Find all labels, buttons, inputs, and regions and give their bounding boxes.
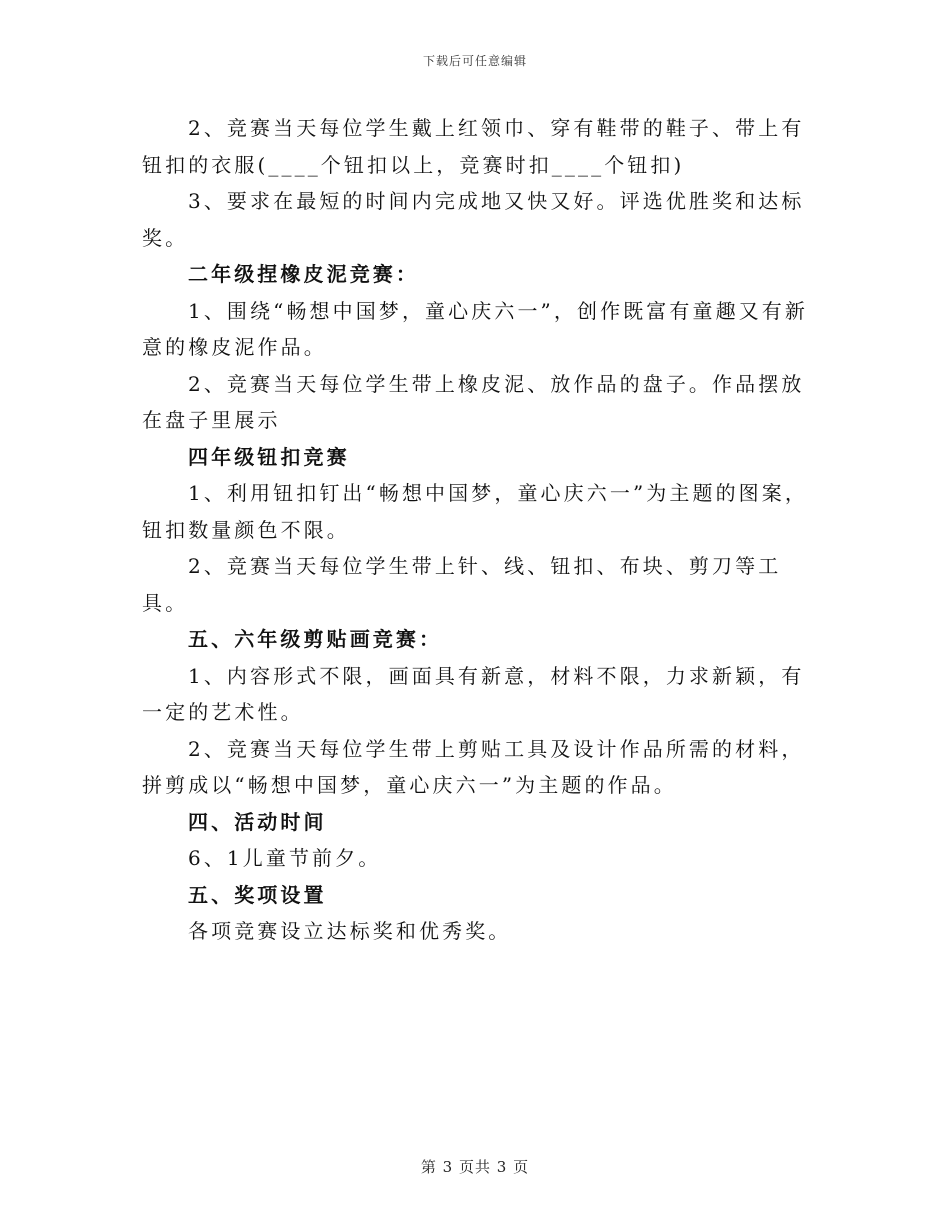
paragraph: 1、内容形式不限，画面具有新意，材料不限，力求新颖，有一定的艺术性。 (142, 663, 805, 724)
section-heading: 四年级钮扣竞赛 (188, 444, 350, 469)
page-header: 下载后可任意编辑 (422, 54, 527, 68)
paragraph: 3、要求在最短的时间内完成地又快又好。评选优胜奖和达标奖。 (142, 189, 805, 250)
paragraph: 2、竞赛当天每位学生戴上红领巾、穿有鞋带的鞋子、带上有钮扣的衣服(____个钮扣以上，竞赛时扣____个钮扣) (142, 116, 805, 177)
section-heading: 二年级捏橡皮泥竞赛： (188, 262, 419, 286)
document-body (142, 110, 808, 950)
paragraph: 2、竞赛当天每位学生带上橡皮泥、放作品的盘子。作品摆放在盘子里展示 (142, 371, 805, 432)
section-heading: 四、活动时间 (188, 809, 327, 834)
section-heading: 五、奖项设置 (188, 882, 327, 907)
section-heading: 五、六年级剪贴画竞赛： (188, 627, 443, 651)
paragraph: 2、竞赛当天每位学生带上剪贴工具及设计作品所需的材料，拼剪成以“畅想中国梦，童心庆六一”为主题的作品。 (142, 736, 805, 797)
paragraph: 1、利用钮扣钉出“畅想中国梦，童心庆六一”为主题的图案，钮扣数量颜色不限。 (142, 481, 808, 542)
paragraph: 2、竞赛当天每位学生带上针、线、钮扣、布块、剪刀等工具。 (142, 554, 782, 615)
paragraph: 6、1儿童节前夕。 (188, 846, 382, 870)
paragraph: 各项竞赛设立达标奖和优秀奖。 (188, 919, 512, 943)
page-footer: 第 3 页共 3 页 (420, 1158, 530, 1176)
paragraph: 1、围绕“畅想中国梦，童心庆六一”，创作既富有童趣又有新意的橡皮泥作品。 (142, 298, 808, 359)
